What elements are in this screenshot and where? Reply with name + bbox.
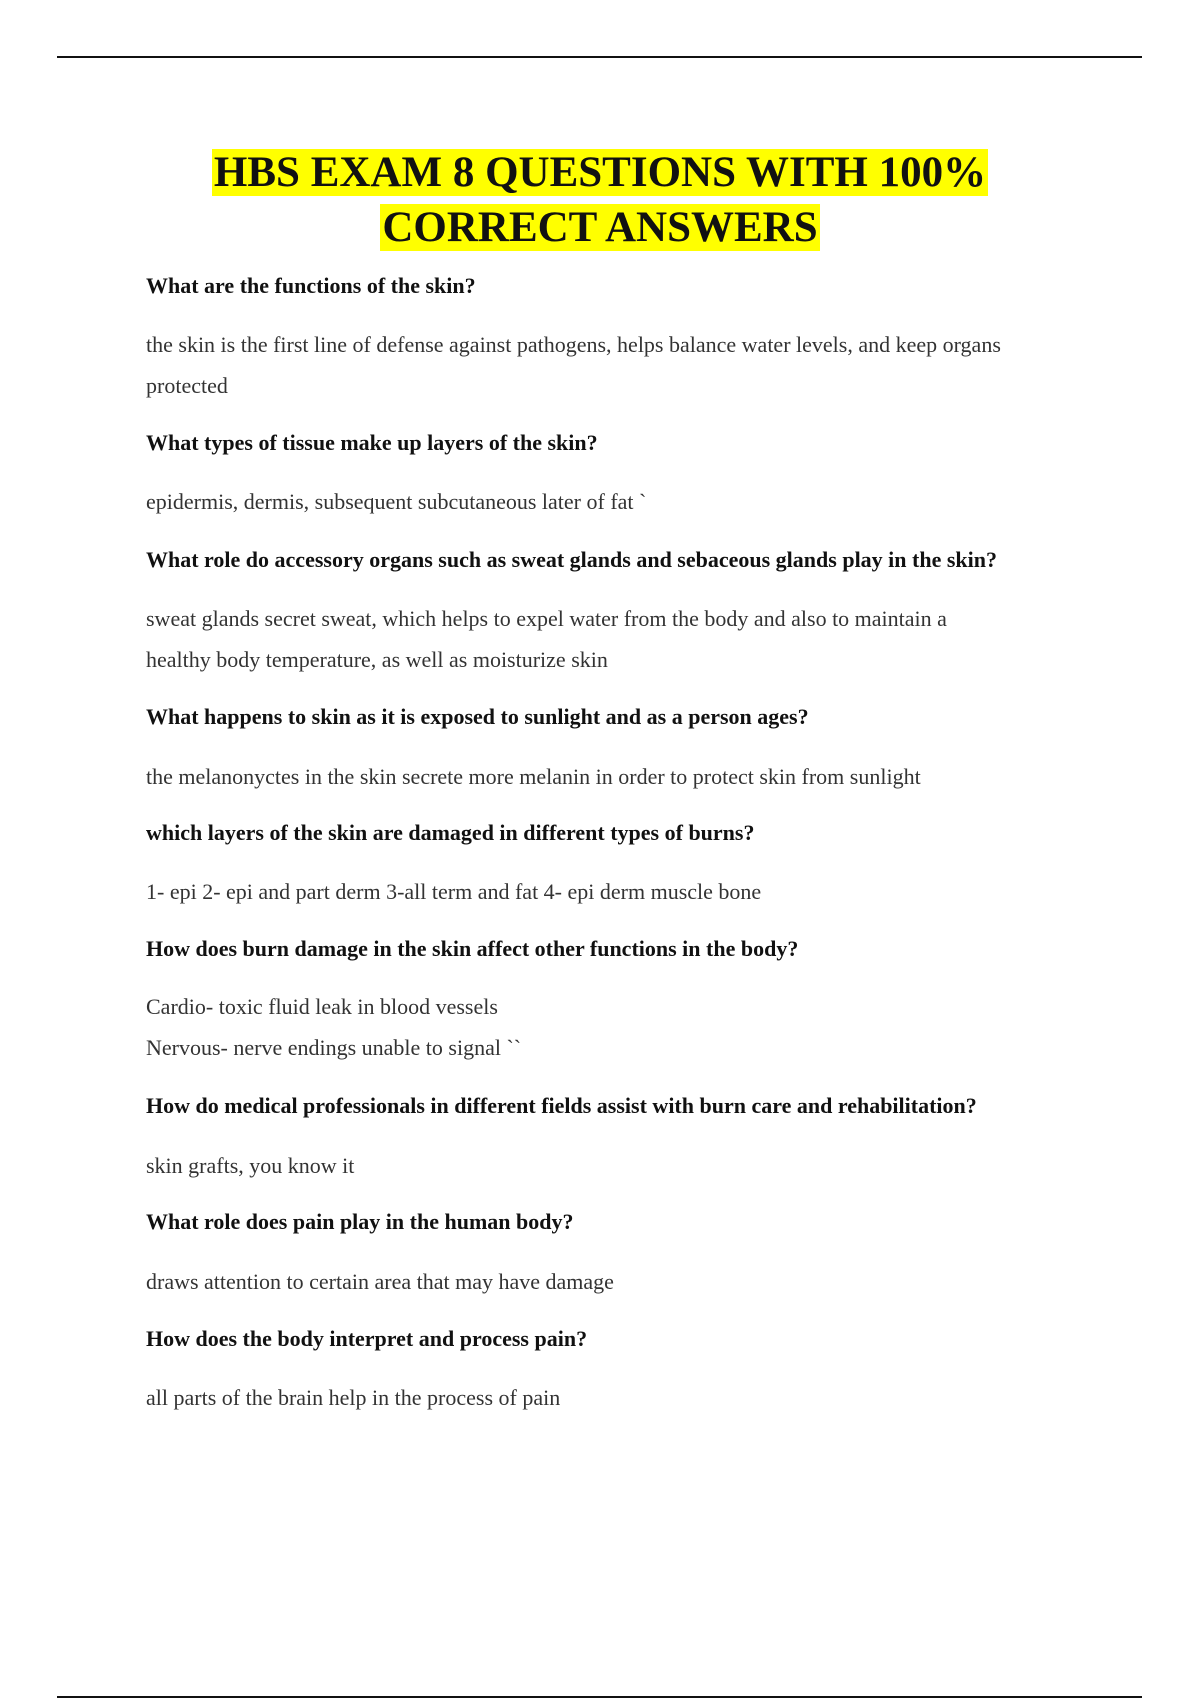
answer-9 — [146, 1377, 1106, 1418]
question-4: What happens to skin as it is exposed to sunlight and as a person ages? — [146, 704, 809, 729]
answer-5 — [146, 871, 1106, 912]
answer-4 — [146, 756, 1106, 797]
answer-3-line-2: healthy body temperature, as well as moisturize skin — [146, 647, 608, 672]
title-line-2: CORRECT ANSWERS — [382, 204, 818, 251]
question-9: How does the body interpret and process pain? — [146, 1326, 588, 1351]
answer-3-line-1: sweat glands secret sweat, which helps to expel water from the body and also to maintain a — [146, 606, 947, 631]
answer-2 — [146, 481, 1106, 522]
answer-9-line-1: all parts of the brain help in the process of pain — [146, 1385, 561, 1410]
answer-7 — [146, 1145, 1106, 1186]
answer-6-line-1: Cardio- toxic fluid leak in blood vessels — [146, 994, 498, 1019]
answer-5-line-1: 1- epi 2- epi and part derm 3-all term and fat 4- epi derm muscle bone — [146, 879, 762, 904]
question-2: What types of tissue make up layers of the skin? — [146, 430, 598, 455]
answer-6-line-2: Nervous- nerve endings unable to signal `` — [146, 1035, 522, 1060]
title-line-1: HBS EXAM 8 QUESTIONS WITH 100% — [213, 149, 987, 196]
question-1: What are the functions of the skin? — [146, 273, 476, 298]
question-8: What role does pain play in the human body? — [146, 1209, 574, 1234]
answer-6 — [146, 986, 1106, 1068]
bottom-rule — [57, 1696, 1142, 1698]
page-title — [0, 145, 1200, 255]
question-6: How does burn damage in the skin affect other functions in the body? — [146, 936, 799, 961]
answer-8 — [146, 1261, 1106, 1302]
question-3: What role do accessory organs such as sweat glands and sebaceous glands play in the skin? — [146, 547, 997, 572]
answer-1 — [146, 324, 1106, 406]
question-7: How do medical professionals in different fields assist with burn care and rehabilitation? — [146, 1093, 977, 1118]
answer-1-line-1: the skin is the first line of defense against pathogens, helps balance water levels, and keep organs — [146, 332, 1001, 357]
answer-1-line-2: protected — [146, 373, 228, 398]
answer-4-line-1: the melanonyctes in the skin secrete more melanin in order to protect skin from sunlight — [146, 764, 921, 789]
answer-2-line-1: epidermis, dermis, subsequent subcutaneous later of fat ` — [146, 489, 647, 514]
question-5: which layers of the skin are damaged in different types of burns? — [146, 820, 755, 845]
answer-7-line-1: skin grafts, you know it — [146, 1153, 355, 1178]
top-rule — [57, 56, 1142, 58]
answer-3 — [146, 598, 1106, 680]
answer-8-line-1: draws attention to certain area that may have damage — [146, 1269, 614, 1294]
